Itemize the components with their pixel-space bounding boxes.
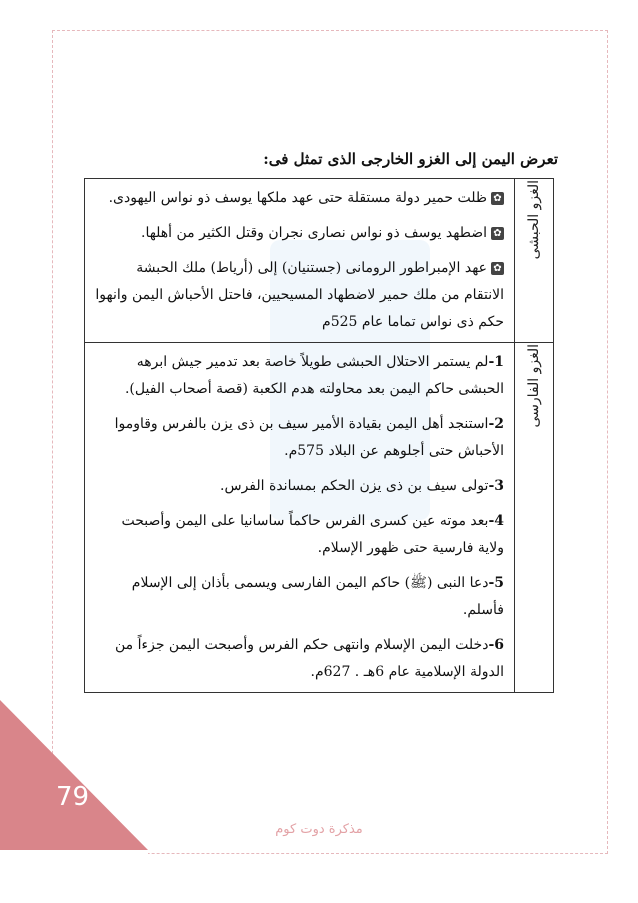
table-row xyxy=(85,179,554,343)
star-bullet-icon: ✿ xyxy=(491,192,504,205)
star-bullet-icon: ✿ xyxy=(491,262,504,275)
list-item: ✿عهد الإمبراطور الرومانى (جستنيان) إلى (أرياط) ملك الحبشة الانتقام من ملك حمير لاضطهاد المسيحيين، فاحتل الأحباش اليمن وانهوا حكم ذى نواس تماما عام 525م xyxy=(95,260,504,330)
list-item: 2-استنجد أهل اليمن بقيادة الأمير سيف بن ذى يزن بالفرس وقاوموا الأحباش حتى أجلوهم عن البلاد 575م. xyxy=(114,416,504,459)
section-label-cell xyxy=(515,179,554,343)
footer-brand: مذكرة دوت كوم xyxy=(275,822,363,837)
list-item: 3-تولى سيف بن ذى يزن الحكم بمساندة الفرس. xyxy=(220,478,504,494)
page-number: 79 xyxy=(56,782,90,812)
list-item: 1-لم يستمر الاحتلال الحبشى طويلاً خاصة بعد تدمير جيش ابرهه الحبشى حاكم اليمن بعد محاولته هدم الكعبة (قصة أصحاب الفيل). xyxy=(124,354,504,397)
section-label: الغزو الحبشى xyxy=(526,180,542,260)
section-label-cell xyxy=(515,343,554,693)
section-body xyxy=(85,343,515,693)
intro-text: تعرض اليمن إلى الغزو الخارجى الذى تمثل فى: xyxy=(263,150,558,168)
content-table xyxy=(84,178,554,693)
list-item: 5-دعا النبى (ﷺ) حاكم اليمن الفارسى ويسمى بأذان إلى الإسلام فأسلم. xyxy=(131,575,504,618)
table-row xyxy=(85,343,554,693)
list-item: 6-دخلت اليمن الإسلام وانتهى حكم الفرس وأصبحت اليمن جزءاً من الدولة الإسلامية عام 6هـ . 627م. xyxy=(115,637,504,680)
section-body xyxy=(85,179,515,343)
list-item: ✿ظلت حمير دولة مستقلة حتى عهد ملكها يوسف ذو نواس اليهودى. xyxy=(95,185,504,212)
star-bullet-icon: ✿ xyxy=(491,227,504,240)
list-item: ✿اضطهد يوسف ذو نواس نصارى نجران وقتل الكثير من أهلها. xyxy=(95,220,504,247)
list-item: 4-بعد موته عين كسرى الفرس حاكماً ساسانيا على اليمن وأصبحت ولاية فارسية حتى ظهور الإسلام. xyxy=(121,513,504,556)
section-label: الغزو الفارسى xyxy=(526,344,542,428)
